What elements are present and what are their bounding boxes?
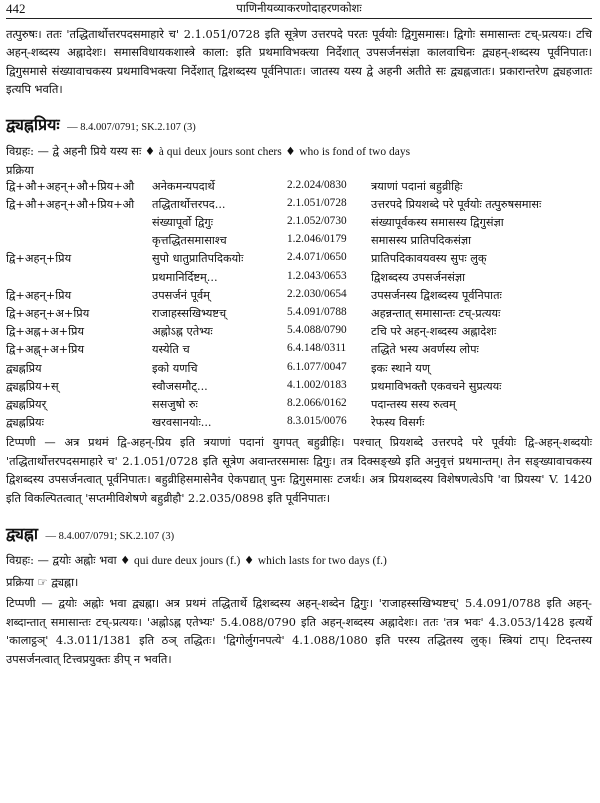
- sutra-name: कृत्तद्धितसमासाश्च: [152, 234, 227, 248]
- derivation-row: [6, 233, 541, 251]
- diamond-icon: ♦: [285, 143, 296, 158]
- derived-form: [6, 233, 152, 251]
- derived-form: द्वि+अहन्+अ+प्रिय: [6, 306, 90, 320]
- sutra-name: अह्नोऽह्न एतेभ्यः: [152, 325, 213, 339]
- entry-heading: [6, 524, 592, 547]
- sutra-name: संख्यापूर्वो द्विगुः: [152, 216, 214, 229]
- prakriya-label: प्रक्रिया: [6, 162, 34, 177]
- sutra-name: उपसर्जनं पूर्वम्: [152, 288, 210, 302]
- derived-form: द्वि+अहन्+प्रिय: [6, 252, 72, 266]
- sutra-number: 5.4.091/0788: [287, 305, 347, 318]
- sutra-number: 5.4.088/0790: [287, 324, 347, 337]
- derivation-row: [6, 197, 541, 215]
- pointing-hand-icon: ☞: [37, 575, 48, 590]
- sutra-name: राजाहस्सखिभ्यष्टच्: [152, 306, 227, 320]
- derivation-row: [6, 379, 541, 397]
- headword: द्व्यह्ना: [6, 524, 39, 544]
- step-explanation: टचि परे अहन्-शब्दस्य अह्नादेशः: [371, 325, 497, 339]
- step-explanation: तद्धिते भस्य अवर्णस्य लोपः: [371, 343, 479, 357]
- step-explanation: प्रथमाविभक्तौ एकवचने सुप्रत्ययः: [371, 379, 502, 393]
- vigraha-english: who is fond of two days: [299, 145, 411, 158]
- sutra-reference: — 8.4.007/0791; SK.2.107 (3): [45, 531, 175, 543]
- sutra-number: 2.1.052/0730: [287, 215, 347, 227]
- vigraha-english: which lasts for two days (f.): [257, 555, 387, 568]
- derivation-row: [6, 397, 541, 415]
- sutra-name: तद्धितार्थोत्तरपद...: [152, 197, 226, 211]
- sutra-name: इको यणचि: [152, 361, 198, 375]
- prakriya-line: [6, 573, 592, 591]
- prakriya-label: प्रक्रिया: [6, 575, 34, 590]
- vigraha-line: विग्रहः: — द्वयोः अह्नोः भवा ♦ qui dure deux jours (f.) ♦ which lasts for two days (f.): [6, 553, 387, 568]
- vigraha-french: qui dure deux jours (f.): [134, 555, 241, 568]
- derivation-row: [6, 324, 541, 342]
- step-explanation: अहन्नन्तात् समासान्तः टच्-प्रत्ययः: [371, 306, 501, 320]
- vigraha-line: विग्रहः: — द्वे अहनी प्रिये यस्य सः ♦ à qui deux jours sont chers ♦ who is fond of two days: [6, 143, 411, 158]
- derivation-row: [6, 306, 541, 324]
- entry-heading: [6, 115, 592, 138]
- commentary-note: टिप्पणी — अत्र प्रथमं द्वि-अहन्-प्रिय इति त्रयाणां पदानां युगपत् बहुव्रीहिः। पश्चात् प्रियशब्दे उत्तरपदे परे पूर्वयोः द्वि-अहन्-शब्दयोः 'तद्धितार्थोत्तरपदसमाहारे च' 2.1.051/0728 इति सूत्रेण अवान्तरसमासः द्विगुः। तत्र दिक्सङ्ख्ये इति अनुवृत्तं प्रथमान्तम्। तेन सङ्ख्यावाचकस्य द्विशब्दस्य उपसर्जनत्वात् पूर्वनिपातः। बहुव्रीहिसमासेनैव ऐकपद्यात् पुनः द्विगुसमासः टजर्थः। अत्र प्रियशब्दस्य विशेषणत्वेऽपि 'वा प्रियस्य' V. 1420 इति विकल्पितत्वात् 'सप्तमीविशेषणे बहुव्रीहौ' 2.2.035/0898 इति पूर्वनिपातः।: [6, 436, 592, 505]
- vigraha-label: विग्रहः: [6, 143, 31, 158]
- sutra-number: 2.1.051/0728: [287, 196, 347, 209]
- vigraha-french: à qui deux jours sont chers: [158, 145, 282, 158]
- headword: द्व्यह्नप्रियः: [6, 114, 60, 134]
- running-header: [6, 0, 592, 19]
- step-explanation: द्विशब्दस्य उपसर्जनसंज्ञा: [371, 270, 466, 284]
- book-title: पाणिनीयव्याकरणोदाहरणकोशः: [236, 1, 362, 15]
- sutra-number: 1.2.043/0653: [287, 269, 347, 282]
- step-explanation: त्रयाणां पदानां बहुव्रीहिः: [371, 179, 463, 193]
- sutra-number: 8.3.015/0076: [287, 415, 347, 428]
- derived-form: द्वि+अह्न+अ+प्रिय: [6, 325, 85, 339]
- sutra-name: प्रथमानिर्दिष्टम्...: [152, 270, 218, 284]
- sutra-name: सुपो धातुप्रातिपदिकयोः: [152, 252, 244, 266]
- derivation-row: [6, 288, 541, 306]
- sutra-name: स्वौजसमौट्...: [152, 379, 208, 393]
- sutra-number: 1.2.046/0179: [287, 233, 347, 246]
- derived-form: द्वि+औ+अहन्+औ+प्रिय+औ: [6, 197, 135, 211]
- derivation-row: [6, 179, 541, 197]
- sutra-number: 6.4.148/0311: [287, 342, 347, 355]
- step-explanation: संख्यापूर्वकस्य समासस्य द्विगुसंज्ञा: [371, 216, 504, 229]
- vigraha-label: विग्रहः: [6, 553, 31, 568]
- diamond-icon: ♦: [120, 553, 131, 568]
- sutra-name: ससजुषो रुः: [152, 397, 198, 411]
- commentary-note: टिप्पणी — द्वयोः अह्नोः भवा द्व्यह्ना। अत्र प्रथमं तद्धितार्थे द्विशब्दस्य अहन्-शब्देन द्विगुः। 'राजाहस्सखिभ्यष्टच्' 5.4.091/0788 इति अहन्-शब्दान्तात् समासान्तः टच्-प्रत्ययः। 'अह्नोऽह्न एतेभ्यः' 5.4.088/0790 इति अहन्-शब्दस्य अह्नादेशः। ततः 'तत्र भवः' 4.3.053/1428 इत्यर्थे 'कालाट्ठञ्' 4.3.011/1381 इति ठञ् तद्धितः। 'द्विगोर्लुगनपत्ये' 4.1.088/1080 इति परस्य तद्धितस्य लुक्। स्त्रियां टाप्। टिदन्तस्य उपसर्जनत्वात् टित्त्वप्रयुक्तः ङीप् न भवति।: [6, 597, 592, 666]
- derived-form: द्व्यह्नप्रियः: [6, 416, 44, 430]
- sutra-number: 6.1.077/0047: [287, 360, 347, 373]
- step-explanation: इकः स्थाने यण्: [371, 361, 430, 375]
- derivation-row: [6, 270, 541, 288]
- derivation-row: [6, 415, 541, 433]
- derivation-row: [6, 361, 541, 379]
- sutra-number: 2.2.024/0830: [287, 178, 347, 191]
- vigraha-sanskrit: — द्वे अहनी प्रिये यस्य सः: [37, 143, 142, 158]
- sutra-reference: — 8.4.007/0791; SK.2.107 (3): [67, 121, 196, 133]
- derivation-row: [6, 342, 541, 360]
- derived-form: द्वि+अह्न्+अ+प्रिय: [6, 343, 85, 357]
- prakriya-result: द्व्यह्ना।: [51, 575, 79, 590]
- diamond-icon: ♦: [144, 143, 156, 158]
- derivation-table: [6, 179, 541, 434]
- sutra-number: 4.1.002/0183: [287, 378, 347, 391]
- derived-form: द्वि+अहन्+प्रिय: [6, 288, 72, 302]
- vigraha-sanskrit: — द्वयोः अह्नोः भवा: [37, 553, 117, 568]
- step-explanation: प्रातिपदिकावयवस्य सुपः लुक्: [371, 252, 487, 266]
- sutra-number: 2.2.030/0654: [287, 287, 347, 300]
- page-number: 442: [6, 1, 26, 16]
- sutra-name: खरवसानयोः...: [152, 416, 212, 430]
- sutra-number: 2.4.071/0650: [287, 251, 347, 264]
- derivation-row: [6, 215, 541, 233]
- derived-form: द्वि+औ+अहन्+औ+प्रिय+औ: [6, 179, 135, 193]
- derived-form: द्व्यह्नप्रियर्: [6, 397, 47, 411]
- diamond-icon: ♦: [243, 553, 255, 568]
- step-explanation: रेफस्य विसर्गः: [371, 416, 425, 430]
- sutra-name: अनेकमन्यपदार्थे: [152, 179, 215, 193]
- sutra-number: 8.2.066/0162: [287, 396, 347, 409]
- intro-paragraph: तत्पुरुषः। ततः 'तद्धितार्थोत्तरपदसमाहारे च' 2.1.051/0728 इति सूत्रेण उत्तरपदे परतः पूर्वयोः द्विगुसमासः। द्विगोः समासान्तः टच्-प्रत्ययः। टचि अहन्-शब्दस्य अह्नादेशः। समासविधायकशास्त्रे काला: इति प्रथमाविभक्त्या निर्देशात् उपसर्जनसंज्ञा कालवाचिनः द्व्यहन्-शब्दस्य पूर्वनिपातः। द्विगुसमासे संख्यावाचकस्य प्रथमाविभक्त्या निर्देशात् द्विशब्दस्य पूर्वनिपातः। जातस्य यस्य द्वे अहनी अतीते सः द्व्यह्नजातः। प्रकारान्तरेण द्व्यहजातः इत्यपि भवति।: [6, 27, 592, 97]
- derived-form: द्व्यह्नप्रिय+स्: [6, 379, 59, 393]
- sutra-name: यस्येति च: [152, 343, 190, 357]
- derivation-row: [6, 251, 541, 269]
- derived-form: [6, 270, 152, 288]
- step-explanation: समासस्य प्रातिपदिकसंज्ञा: [371, 234, 472, 248]
- step-explanation: पदान्तस्य सस्य रुत्वम्: [371, 397, 456, 411]
- step-explanation: उत्तरपदे प्रियशब्दे परे पूर्वयोः तत्पुरुषसमासः: [371, 197, 542, 211]
- step-explanation: उपसर्जनस्य द्विशब्दस्य पूर्वनिपातः: [371, 288, 502, 302]
- derived-form: [6, 215, 152, 233]
- derived-form: द्व्यह्नप्रिय: [6, 361, 42, 375]
